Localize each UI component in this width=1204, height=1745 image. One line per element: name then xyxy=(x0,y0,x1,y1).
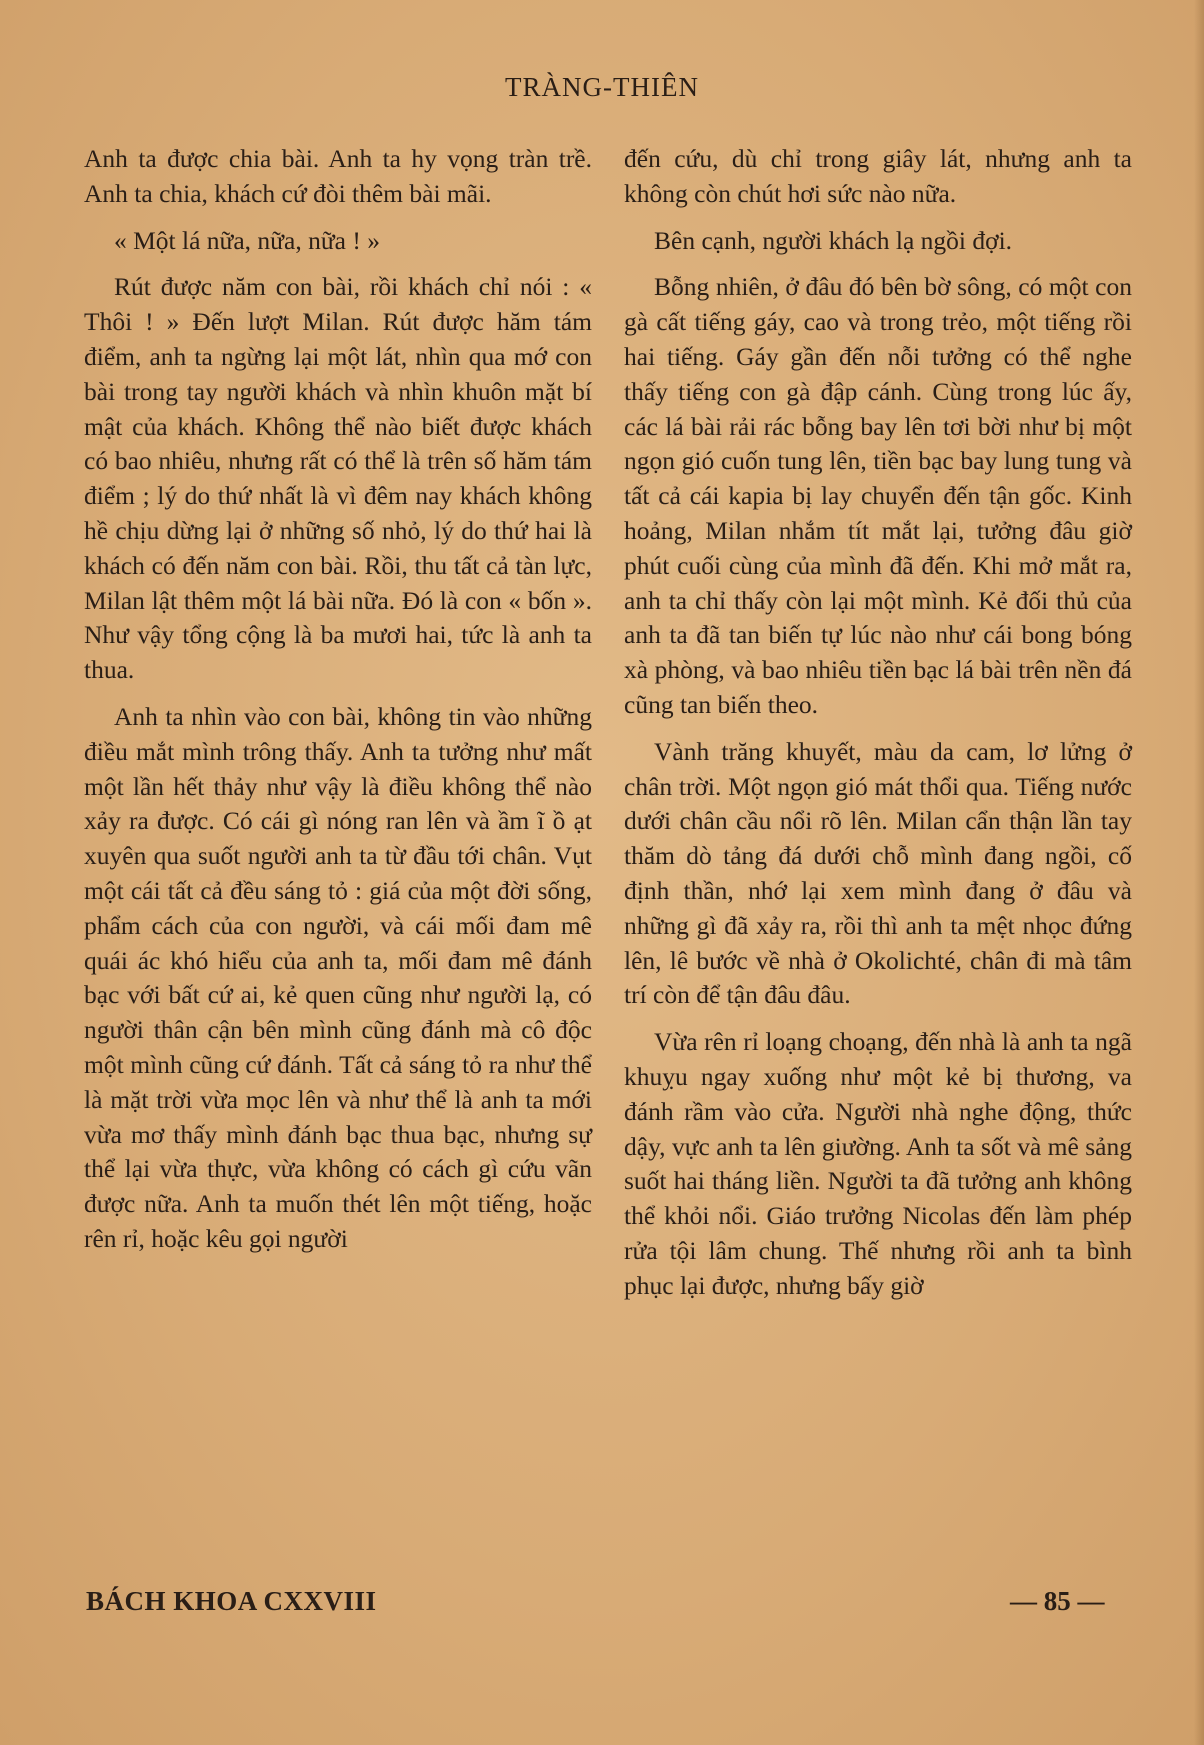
running-header: TRÀNG-THIÊN xyxy=(505,72,699,102)
right-text-column xyxy=(624,142,1132,1316)
paragraph: Vành trăng khuyết, màu da cam, lơ lửng ở chân trời. Một ngọn gió mát thổi qua. Tiếng nước dưới chân cầu nổi rõ lên. Milan cẩn thận lần tay thăm dò tảng đá dưới chỗ mình đang ngồi, cố định thần, nhớ lại xem mình đang ở đâu và những gì đã xảy ra, rồi thì anh ta mệt nhọc đứng lên, lê bước về nhà ở Okolichté, chân đi mà tâm trí còn để tận đâu đâu. xyxy=(624,736,1132,1010)
paragraph: Bỗng nhiên, ở đâu đó bên bờ sông, có một con gà cất tiếng gáy, cao và trong trẻo, một tiếng rồi hai tiếng. Gáy gần đến nỗi tưởng có thể nghe thấy tiếng con gà đập cánh. Cùng trong lúc ấy, các lá bài rải rác bỗng bay lên tơi bời như bị một ngọn gió cuốn tung lên, tiền bạc bay lung tung và tất cả cái kapia bị lay chuyển đến tận gốc. Kinh hoảng, Milan nhắm tít mắt lại, tưởng đâu giờ phút cuối cùng của mình đã đến. Khi mở mắt ra, anh ta chỉ thấy còn lại một mình. Kẻ đối thủ của anh ta đã tan biến tự lúc nào như cái bong bóng xà phòng, và bao nhiêu tiền bạc lá bài trên nền đá cũng tan biến theo. xyxy=(624,272,1132,719)
left-text-column xyxy=(84,142,592,1269)
paragraph: đến cứu, dù chỉ trong giây lát, nhưng anh ta không còn chút hơi sức nào nữa. xyxy=(624,144,1132,208)
paragraph: Bên cạnh, người khách lạ ngồi đợi. xyxy=(654,225,1013,255)
paragraph: Rút được năm con bài, rồi khách chỉ nói : « Thôi ! » Đến lượt Milan. Rút được hăm tám điểm, anh ta ngừng lại một lát, nhìn qua mớ con bài trong tay người khách và nhìn khuôn mặt bí mật của khách. Không thể nào biết được khách có bao nhiêu, nhưng rất có thể là trên số hăm tám điểm ; lý do thứ nhất là vì đêm nay khách không hề chịu dừng lại ở những số nhỏ, lý do thứ hai là khách có đến năm con bài. Rồi, thu tất cả tàn lực, Milan lật thêm một lá bài nữa. Đó là con « bốn ». Như vậy tổng cộng là ba mươi hai, tức là anh ta thua. xyxy=(84,272,592,685)
paragraph: Anh ta nhìn vào con bài, không tin vào những điều mắt mình trông thấy. Anh ta tưởng như mất một lần hết thảy như vậy là điều không thể nào xảy ra được. Có cái gì nóng ran lên và ầm ĩ ồ ạt xuyên qua suốt người anh ta từ đầu tới chân. Vụt một cái tất cả đều sáng tỏ : giá của một đời sống, phẩm cách của con người, và cái mối đam mê quái ác khó hiểu của anh ta, mối đam mê đánh bạc với bất cứ ai, kẻ quen cũng như người lạ, có người thân cận bên mình cũng đánh mà cô độc một mình cũng cứ đánh. Tất cả sáng tỏ ra như thể là mặt trời vừa mọc lên và như thể là anh ta mới vừa mơ thấy mình đánh bạc thua bạc, nhưng sự thể lại vừa thực, vừa không có cách gì cứu vãn được nữa. Anh ta muốn thét lên một tiếng, hoặc rên rỉ, hoặc kêu gọi người xyxy=(84,701,592,1253)
journal-footer: BÁCH KHOA CXXVIII xyxy=(86,1586,377,1616)
paragraph: « Một lá nữa, nữa, nữa ! » xyxy=(114,225,380,255)
paragraph: Anh ta được chia bài. Anh ta hy vọng tràn trề. Anh ta chia, khách cứ đòi thêm bài mãi. xyxy=(84,144,592,208)
page-edge-shadow xyxy=(1194,0,1204,1745)
paragraph: Vừa rên rỉ loạng choạng, đến nhà là anh ta ngã khuỵu ngay xuống như một kẻ bị thương, va đánh rầm vào cửa. Người nhà nghe động, thức dậy, vực anh ta lên giường. Anh ta sốt và mê sảng suốt hai tháng liền. Người ta đã tưởng anh không thể khỏi nổi. Giáo trưởng Nicolas đến làm phép rửa tội lâm chung. Thế nhưng rồi anh ta bình phục lại được, nhưng bấy giờ xyxy=(624,1027,1132,1300)
page-number: — 85 — xyxy=(1010,1586,1105,1616)
